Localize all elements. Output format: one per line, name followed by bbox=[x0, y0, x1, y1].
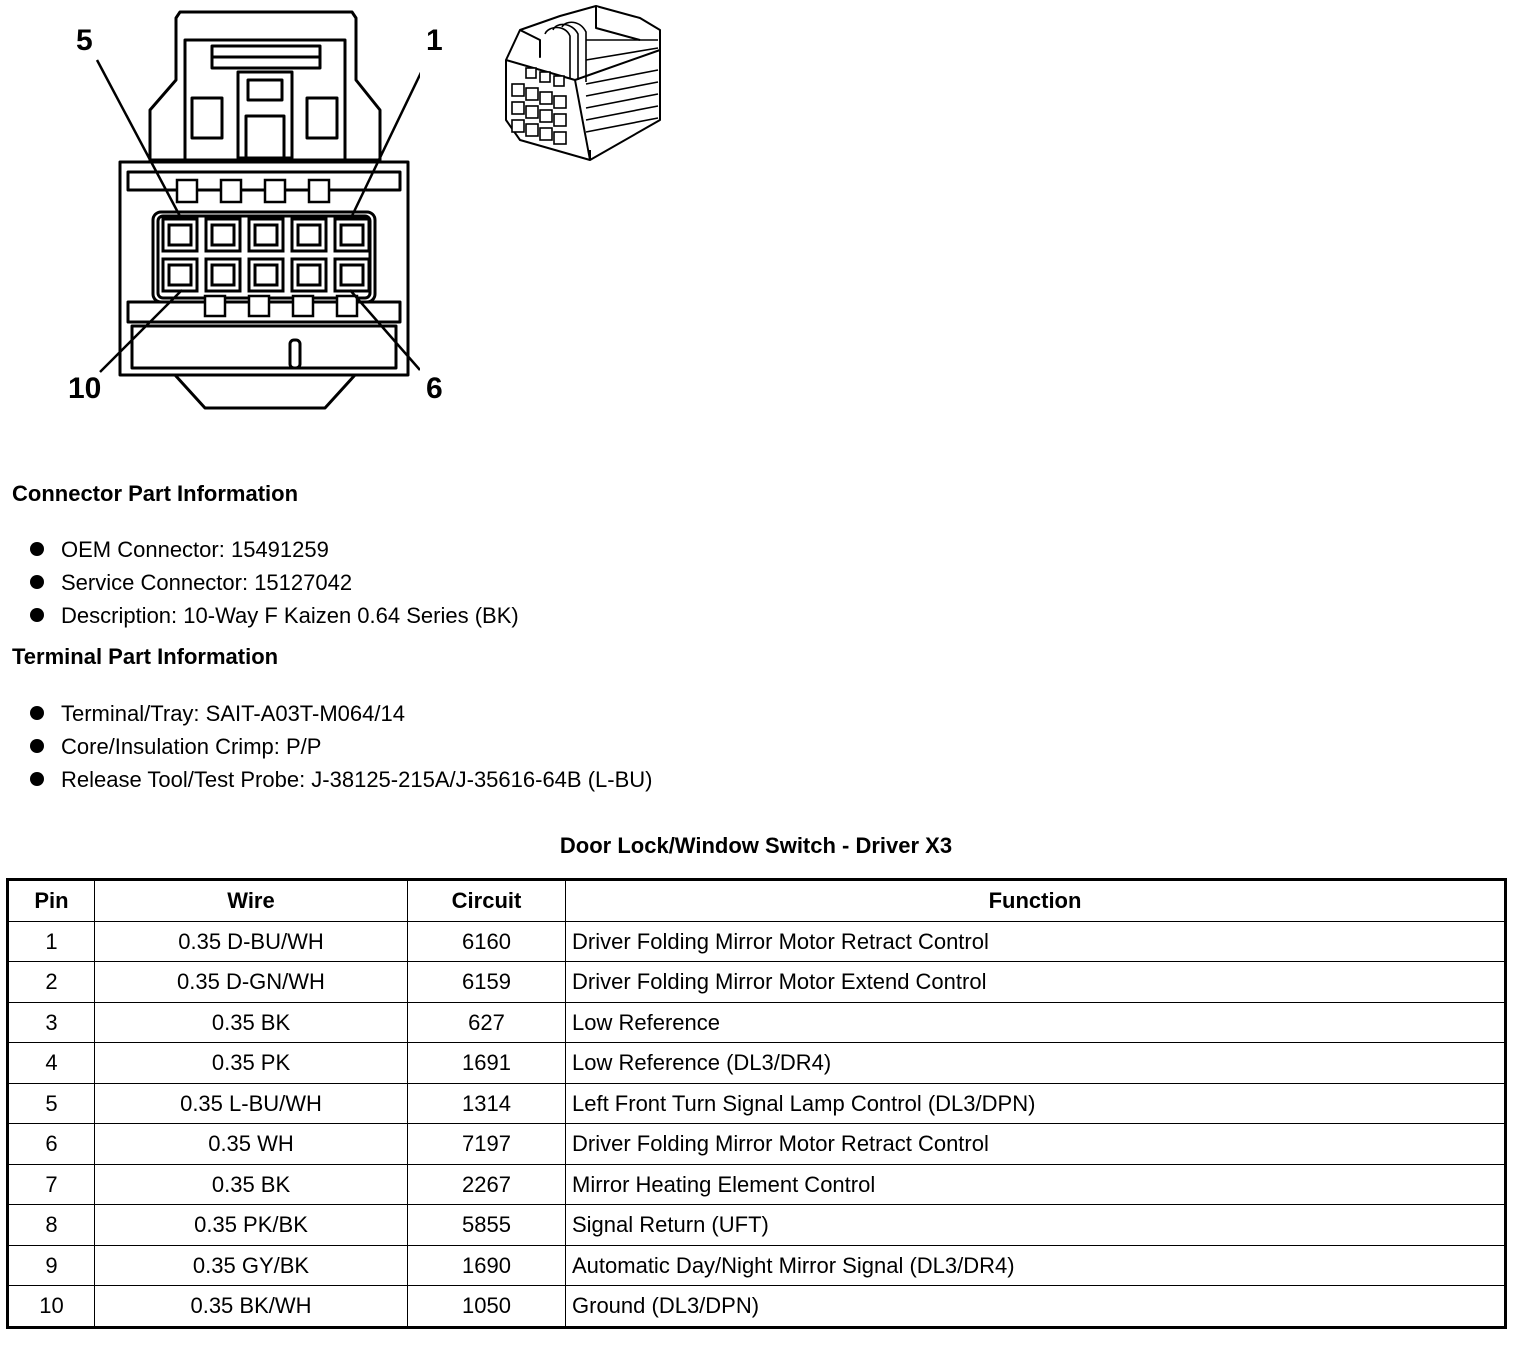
function-cell: Automatic Day/Night Mirror Signal (DL3/DR4) bbox=[566, 1245, 1506, 1286]
column-header-function: Function bbox=[566, 880, 1506, 922]
list-item bbox=[28, 730, 652, 763]
pin-label-6: 6 bbox=[426, 372, 443, 405]
terminal-info-list bbox=[28, 697, 652, 796]
table-row bbox=[8, 1043, 1506, 1084]
list-item bbox=[28, 763, 652, 796]
pin-cell: 10 bbox=[8, 1286, 95, 1328]
function-cell: Signal Return (UFT) bbox=[566, 1205, 1506, 1246]
pin-label-1: 1 bbox=[426, 24, 443, 57]
circuit-cell: 5855 bbox=[408, 1205, 566, 1246]
table-row bbox=[8, 921, 1506, 962]
list-item-text: Service Connector: 15127042 bbox=[61, 570, 353, 595]
bullet-icon bbox=[30, 772, 44, 786]
pin-cell: 5 bbox=[8, 1083, 95, 1124]
pin-label-10: 10 bbox=[68, 372, 102, 405]
function-cell: Mirror Heating Element Control bbox=[566, 1164, 1506, 1205]
wire-cell: 0.35 L-BU/WH bbox=[95, 1083, 408, 1124]
wire-cell: 0.35 BK/WH bbox=[95, 1286, 408, 1328]
pin-cell: 7 bbox=[8, 1164, 95, 1205]
wire-cell: 0.35 PK/BK bbox=[95, 1205, 408, 1246]
circuit-cell: 1314 bbox=[408, 1083, 566, 1124]
function-cell: Low Reference bbox=[566, 1002, 1506, 1043]
table-row bbox=[8, 1286, 1506, 1328]
list-item-text: Core/Insulation Crimp: P/P bbox=[61, 734, 322, 759]
pin-cell: 6 bbox=[8, 1124, 95, 1165]
function-cell: Driver Folding Mirror Motor Retract Control bbox=[566, 1124, 1506, 1165]
table-row bbox=[8, 962, 1506, 1003]
pin-cell: 8 bbox=[8, 1205, 95, 1246]
table-row bbox=[8, 1002, 1506, 1043]
circuit-cell: 1690 bbox=[408, 1245, 566, 1286]
wire-cell: 0.35 WH bbox=[95, 1124, 408, 1165]
table-row bbox=[8, 1124, 1506, 1165]
circuit-cell: 7197 bbox=[408, 1124, 566, 1165]
table-title: Door Lock/Window Switch - Driver X3 bbox=[559, 833, 953, 858]
pin-cell: 9 bbox=[8, 1245, 95, 1286]
list-item bbox=[28, 697, 652, 730]
function-cell: Ground (DL3/DPN) bbox=[566, 1286, 1506, 1328]
table-row bbox=[8, 1245, 1506, 1286]
table-header-row bbox=[8, 880, 1506, 922]
pin-cell: 3 bbox=[8, 1002, 95, 1043]
pin-label-5: 5 bbox=[76, 24, 93, 57]
connector-isometric-diagram bbox=[500, 2, 680, 172]
list-item-text: OEM Connector: 15491259 bbox=[61, 537, 329, 562]
list-item-text: Release Tool/Test Probe: J-38125-215A/J-35616-64B (L-BU) bbox=[61, 767, 653, 792]
list-item bbox=[28, 599, 519, 632]
pin-cell: 2 bbox=[8, 962, 95, 1003]
circuit-cell: 1691 bbox=[408, 1043, 566, 1084]
wire-cell: 0.35 D-GN/WH bbox=[95, 962, 408, 1003]
list-item bbox=[28, 533, 519, 566]
circuit-cell: 6159 bbox=[408, 962, 566, 1003]
pin-cell: 1 bbox=[8, 921, 95, 962]
circuit-cell: 627 bbox=[408, 1002, 566, 1043]
pin-cell: 4 bbox=[8, 1043, 95, 1084]
wire-cell: 0.35 BK bbox=[95, 1164, 408, 1205]
list-item-text: Description: 10-Way F Kaizen 0.64 Series (BK) bbox=[61, 603, 519, 628]
wire-cell: 0.35 BK bbox=[95, 1002, 408, 1043]
circuit-cell: 6160 bbox=[408, 921, 566, 962]
wire-cell: 0.35 GY/BK bbox=[95, 1245, 408, 1286]
pinout-table bbox=[6, 878, 1507, 1329]
connector-info-list bbox=[28, 533, 519, 632]
connector-info-heading: Connector Part Information bbox=[12, 481, 299, 506]
wire-cell: 0.35 PK bbox=[95, 1043, 408, 1084]
function-cell: Driver Folding Mirror Motor Retract Control bbox=[566, 921, 1506, 962]
column-header-circuit: Circuit bbox=[408, 880, 566, 922]
table-row bbox=[8, 1083, 1506, 1124]
function-cell: Left Front Turn Signal Lamp Control (DL3/DPN) bbox=[566, 1083, 1506, 1124]
bullet-icon bbox=[30, 575, 44, 589]
column-header-wire: Wire bbox=[95, 880, 408, 922]
wire-cell: 0.35 D-BU/WH bbox=[95, 921, 408, 962]
list-item bbox=[28, 566, 519, 599]
connector-face-diagram bbox=[60, 5, 420, 415]
bullet-icon bbox=[30, 608, 44, 622]
function-cell: Low Reference (DL3/DR4) bbox=[566, 1043, 1506, 1084]
table-row bbox=[8, 1205, 1506, 1246]
function-cell: Driver Folding Mirror Motor Extend Control bbox=[566, 962, 1506, 1003]
column-header-pin: Pin bbox=[8, 880, 95, 922]
bullet-icon bbox=[30, 706, 44, 720]
table-row bbox=[8, 1164, 1506, 1205]
bullet-icon bbox=[30, 542, 44, 556]
circuit-cell: 2267 bbox=[408, 1164, 566, 1205]
circuit-cell: 1050 bbox=[408, 1286, 566, 1328]
terminal-info-heading: Terminal Part Information bbox=[12, 644, 279, 669]
list-item-text: Terminal/Tray: SAIT-A03T-M064/14 bbox=[61, 701, 405, 726]
bullet-icon bbox=[30, 739, 44, 753]
